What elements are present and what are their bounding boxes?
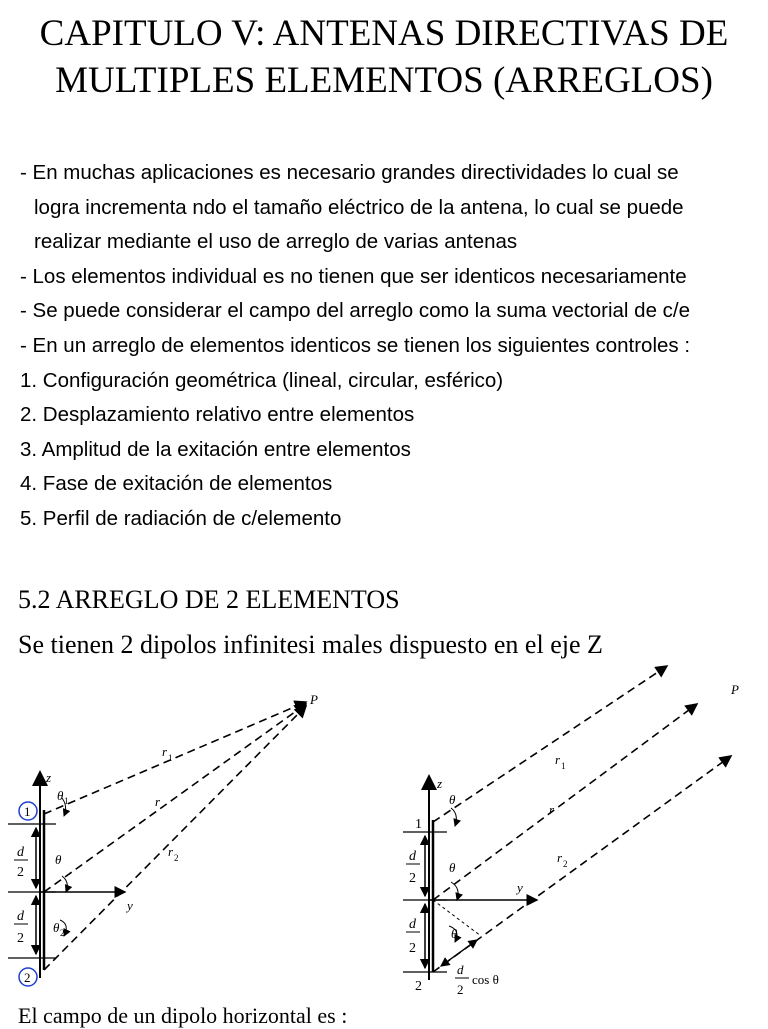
- bullet-list: [20, 156, 765, 537]
- d-label: d: [409, 917, 416, 932]
- theta2-subscript: 2: [60, 928, 65, 938]
- page-title: [0, 10, 768, 104]
- two-label: 2: [409, 941, 416, 956]
- r2-label: r: [557, 850, 563, 865]
- bottom-text: El campo de un dipolo horizontal es :: [18, 1003, 348, 1028]
- d-label: d: [17, 845, 24, 860]
- title-line-2: MULTIPLES ELEMENTOS (ARREGLOS): [55, 60, 713, 101]
- r1-subscript: 1: [561, 761, 566, 771]
- intro-text: Se tienen 2 dipolos infinitesi males dispuesto en el eje Z: [18, 630, 603, 659]
- two-label: 2: [17, 931, 24, 946]
- y-axis-label: y: [127, 898, 133, 913]
- d-label: d: [17, 909, 24, 924]
- numbered-item: 5. Perfil de radiación de c/elemento: [20, 506, 342, 530]
- two-element-array-diagram-left: [0, 688, 330, 988]
- theta2-label: θ: [53, 920, 60, 935]
- bullet-item: - Se puede considerar el campo del arreglo como la suma vectorial de c/e: [20, 299, 691, 323]
- section-heading: 5.2 ARREGLO DE 2 ELEMENTOS: [18, 585, 400, 614]
- d-label: d: [409, 849, 416, 864]
- bullet-item: - En un arreglo de elementos identicos se tienen los siguientes controles :: [20, 333, 691, 357]
- bullet-item-continuation: realizar mediante el uso de arreglo de varias antenas: [34, 230, 518, 254]
- theta-label: θ: [449, 792, 456, 807]
- cos-theta-label: cos θ: [472, 972, 499, 987]
- r2-subscript: 2: [174, 853, 179, 863]
- element-1-label: 1: [24, 804, 31, 819]
- r2-label: r: [168, 844, 174, 859]
- theta1-subscript: 1: [64, 796, 69, 806]
- theta-label: θ: [451, 926, 458, 941]
- r-label: r: [155, 794, 161, 809]
- bullet-item: - Los elementos individual es no tienen que ser identicos necesariamente: [20, 264, 687, 288]
- theta-label: θ: [55, 852, 62, 867]
- element-2-label: 2: [24, 970, 31, 985]
- bullet-item: - En muchas aplicaciones es necesario grandes directividades lo cual se: [20, 161, 679, 184]
- r-label: r: [549, 802, 555, 817]
- two-label: 2: [457, 982, 464, 997]
- two-label: 2: [17, 865, 24, 880]
- r2-subscript: 2: [563, 859, 568, 869]
- element-1-label: 1: [415, 817, 422, 832]
- r1-subscript: 1: [168, 753, 173, 763]
- bullet-item-continuation: logra incrementa ndo el tamaño eléctrico de la antena, lo cual se puede: [34, 195, 684, 219]
- two-element-array-diagram-right: [395, 660, 755, 1000]
- numbered-item: 1. Configuración geométrica (lineal, circular, esférico): [20, 368, 504, 392]
- numbered-item: 2. Desplazamiento relativo entre elementos: [20, 403, 415, 427]
- d-label: d: [457, 962, 464, 977]
- numbered-item: 4. Fase de exitación de elementos: [20, 472, 333, 496]
- numbered-item: 3. Amplitud de la exitación entre elementos: [20, 437, 411, 461]
- element-2-label: 2: [415, 979, 422, 994]
- two-label: 2: [409, 871, 416, 886]
- z-axis-label: z: [437, 776, 443, 791]
- z-axis-label: z: [46, 770, 52, 785]
- r1-label: r: [162, 744, 168, 759]
- theta-label: θ: [449, 860, 456, 875]
- point-p-label: P: [310, 692, 318, 707]
- title-line-1: CAPITULO V: ANTENAS DIRECTIVAS DE: [39, 13, 729, 54]
- r1-label: r: [555, 752, 561, 767]
- theta1-label: θ: [57, 788, 64, 803]
- y-axis-label: y: [517, 880, 523, 895]
- point-p-label: P: [731, 682, 739, 697]
